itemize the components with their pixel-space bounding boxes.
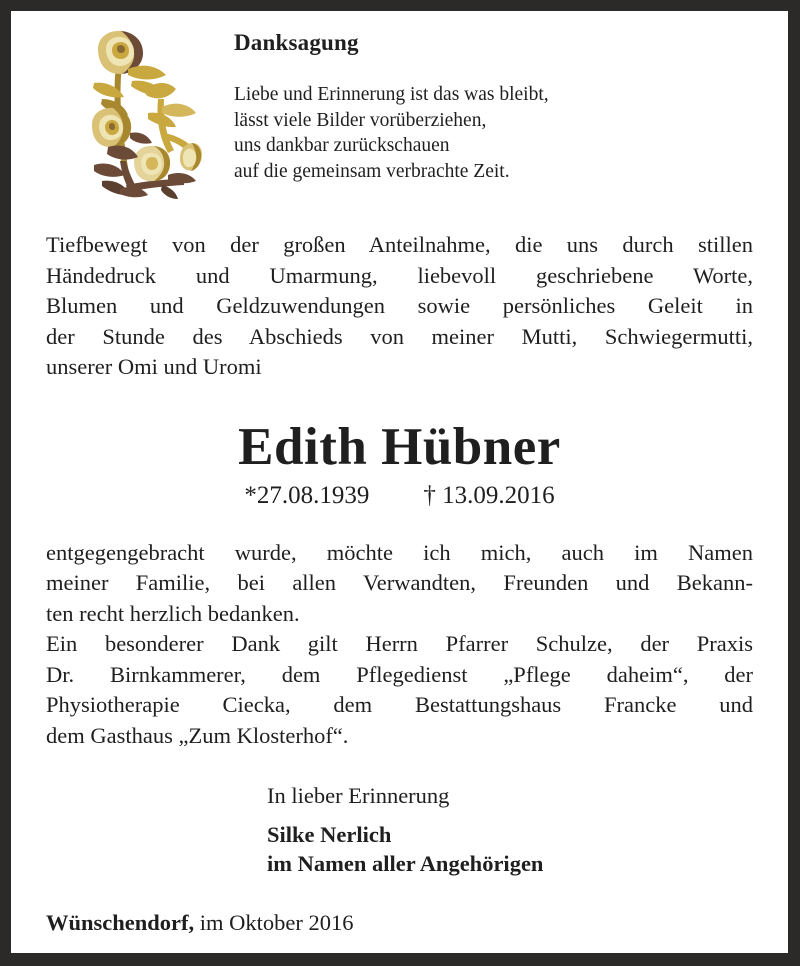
thanks-paragraph: [46, 538, 753, 630]
life-dates: [46, 481, 753, 511]
paragraph-line: Händedruck und Umarmung, liebevoll geschriebene Worte,: [46, 262, 753, 288]
header-row: [46, 11, 753, 206]
place-and-date: [46, 909, 753, 937]
deceased-name: Edith Hübner: [238, 417, 561, 476]
poem-line: uns dankbar zurückschauen: [234, 135, 450, 156]
deceased-block: [46, 419, 753, 511]
paragraph-line: entgegengebracht wurde, möchte ich mich, auch im Namen: [46, 539, 753, 565]
paragraph-line: der Stunde des Abschieds von meiner Mutti, Schwiegermutti,: [46, 323, 753, 349]
title-and-poem: [234, 23, 753, 184]
rose-middle: [92, 108, 131, 147]
closing-block: [46, 781, 753, 878]
intro-paragraph: [46, 230, 753, 383]
birth-date: *27.08.1939: [244, 481, 370, 509]
memorial-poem: [234, 82, 753, 184]
death-date: † 13.09.2016: [423, 481, 555, 509]
special-thanks-paragraph: [46, 629, 753, 751]
paragraph-line: meiner Familie, bei allen Verwandten, Freunden und Bekann-: [46, 570, 753, 595]
paragraph-line: Blumen und Geldzuwendungen sowie persönliches Geleit in: [46, 293, 753, 318]
publication-date: im Oktober 2016: [194, 910, 354, 935]
rose-lower: [134, 146, 170, 181]
memory-line: In lieber Erinnerung: [267, 783, 450, 808]
page-title: Danksagung: [234, 30, 359, 55]
paragraph-line: Physiotherapie Ciecka, dem Bestattungshaus Francke und: [46, 692, 753, 717]
paragraph-line: unserer Omi und Uromi: [46, 354, 262, 379]
poem-line: auf die gemeinsam verbrachte Zeit.: [234, 160, 510, 182]
poem-line: Liebe und Erinnerung ist das was bleibt,: [234, 84, 549, 105]
paragraph-line: ten recht herzlich bedanken.: [46, 600, 300, 626]
paragraph-line: dem Gasthaus „Zum Klosterhof“.: [46, 722, 349, 748]
paragraph-line: Dr. Birnkammerer, dem Pflegedienst „Pflege daheim“, der: [46, 661, 753, 687]
signer-name: Silke Nerlich: [267, 822, 392, 847]
paragraph-line: Tiefbewegt von der großen Anteilnahme, die uns durch stillen: [46, 232, 753, 257]
notice-content-area: [11, 11, 788, 953]
place-name: Wünschendorf,: [46, 910, 195, 935]
ornament-container: [46, 23, 234, 201]
signer-role: im Namen aller Angehörigen: [267, 851, 544, 876]
poem-line: lässt viele Bilder vorüberziehen,: [234, 109, 487, 131]
paragraph-line: Ein besonderer Dank gilt Herrn Pfarrer Schulze, der Praxis: [46, 631, 753, 656]
rose-branch-ornament-icon: [76, 29, 204, 201]
